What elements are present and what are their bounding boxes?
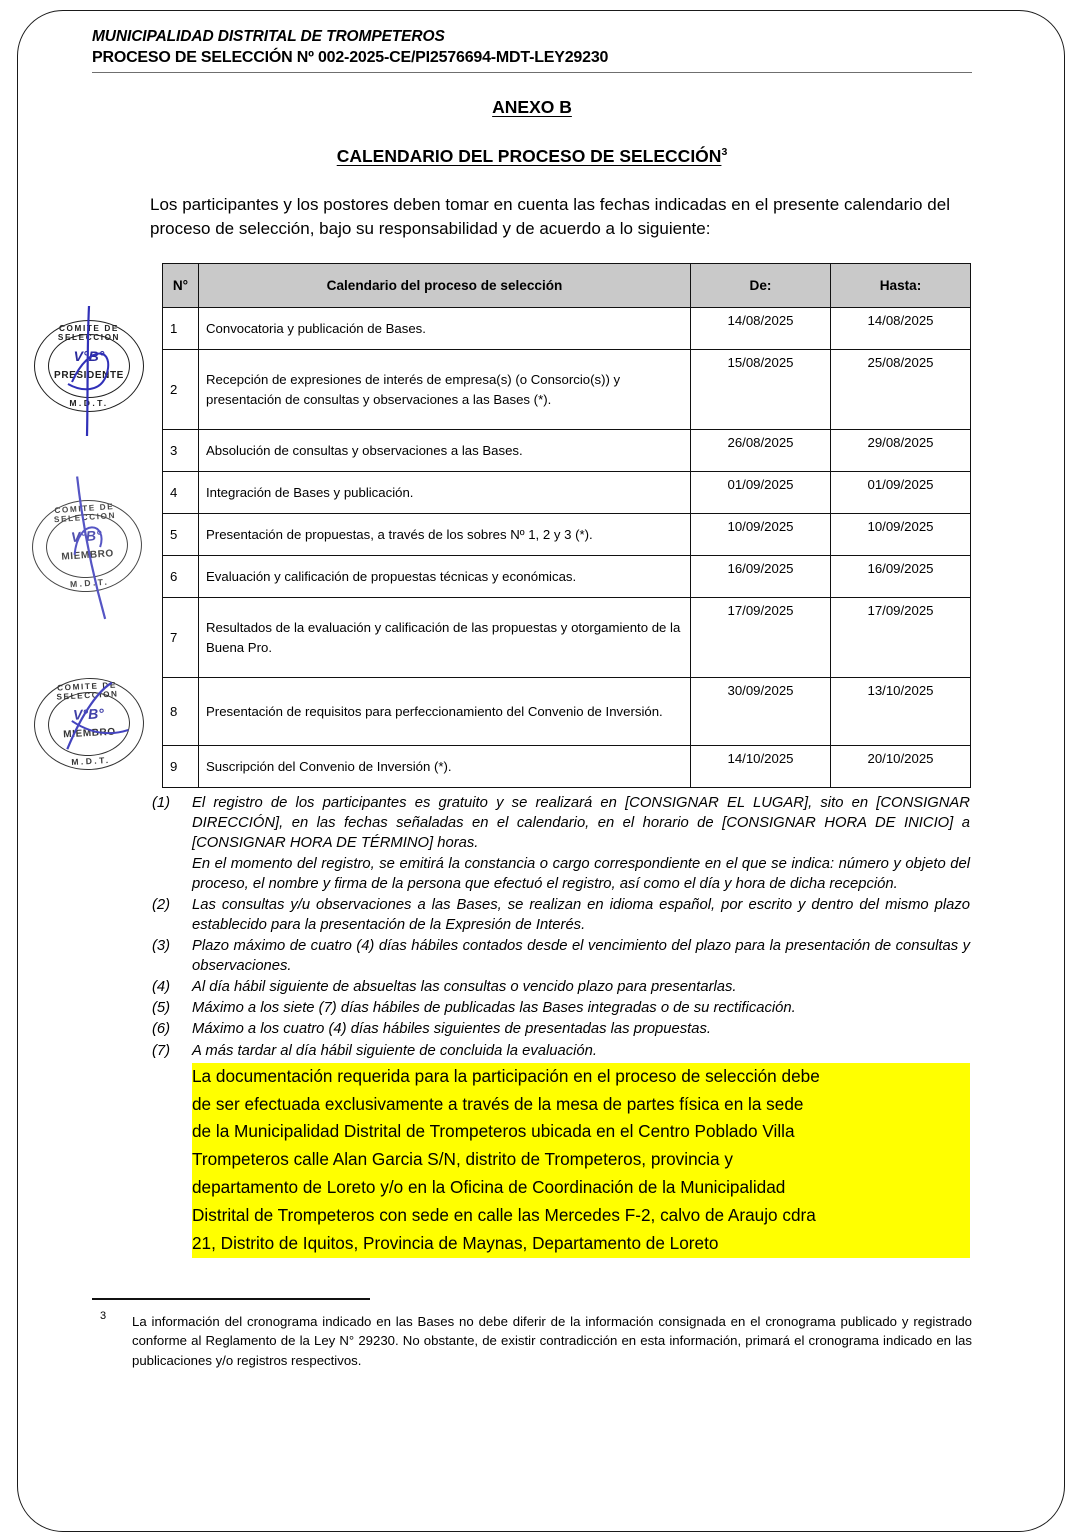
- column-header-until: Hasta:: [831, 264, 971, 308]
- cell-description: Absolución de consultas y observaciones a las Bases.: [199, 430, 691, 472]
- cell-date-from: 15/08/2025: [691, 350, 831, 430]
- seal-bottom-text: M.D.T.: [69, 576, 110, 590]
- footnote: [92, 1309, 972, 1371]
- page-title-footnote-ref: 3: [721, 146, 728, 159]
- footnote-text: La información del cronograma indicado en las Bases no debe diferir de la información consignada en el cronograma publicado y registrado conforme al Reglamento de la Ley N° 29230. No obstante, de existir contradicción en esta información, primará el cronograma indicado en las publicaciones y/o registros respectivos.: [132, 1313, 972, 1369]
- footnote-divider: [92, 1298, 370, 1300]
- cell-number: 3: [163, 430, 199, 472]
- note-item: [152, 895, 970, 935]
- seal-role-text: MIEMBRO: [61, 548, 115, 563]
- cell-number: 7: [163, 598, 199, 678]
- cell-date-from: 30/09/2025: [691, 678, 831, 746]
- cell-date-until: 01/09/2025: [831, 472, 971, 514]
- highlight-line: departamento de Loreto y/o en la Oficina de Coordinación de la Municipalidad: [192, 1174, 970, 1202]
- note-marker: (7): [152, 1042, 171, 1059]
- cell-date-from: 10/09/2025: [691, 514, 831, 556]
- cell-number: 4: [163, 472, 199, 514]
- note-item: [152, 936, 970, 976]
- note-text: Máximo a los siete (7) días hábiles de publicadas las Bases integradas o de su rectificación.: [192, 1000, 796, 1017]
- note-item: [152, 998, 970, 1018]
- cell-date-until: 13/10/2025: [831, 678, 971, 746]
- column-header-from: De:: [691, 264, 831, 308]
- cell-description: Recepción de expresiones de interés de empresa(s) (o Consorcio(s)) y presentación de consultas y observaciones a las Bases (*).: [199, 350, 691, 430]
- note-marker: (5): [152, 1000, 171, 1017]
- cell-number: 8: [163, 678, 199, 746]
- page-title: [92, 146, 972, 167]
- cell-date-until: 20/10/2025: [831, 746, 971, 788]
- highlight-line: de la Municipalidad Distrital de Trompeteros ubicada en el Centro Poblado Villa: [192, 1118, 970, 1146]
- header-process-number: PROCESO DE SELECCIÓN Nº 002-2025-CE/PI2576694-MDT-LEY29230: [92, 49, 609, 66]
- column-header-number: N°: [163, 264, 199, 308]
- footnote-marker: 3: [100, 1309, 107, 1322]
- seal-bottom-text: M.D.T.: [71, 754, 111, 767]
- table-header-row: [163, 264, 971, 308]
- cell-description: Integración de Bases y publicación.: [199, 472, 691, 514]
- cell-date-until: 14/08/2025: [831, 308, 971, 350]
- note-marker: (6): [152, 1021, 171, 1038]
- seal-bottom-text: M.D.T.: [69, 398, 109, 408]
- note-text: Máximo a los cuatro (4) días hábiles siguientes de presentadas las propuestas.: [192, 1021, 711, 1038]
- table-row: [163, 350, 971, 430]
- column-header-description: Calendario del proceso de selección: [199, 264, 691, 308]
- calendar-table-body: [163, 308, 971, 788]
- cell-date-from: 14/10/2025: [691, 746, 831, 788]
- table-row: [163, 678, 971, 746]
- seal-top-text: COMITE DE SELECCION: [53, 502, 117, 525]
- note-text: El registro de los participantes es gratuito y se realizará en [CONSIGNAR EL LUGAR], sito en [CONSIGNAR DIRECCIÓN], en las fechas señaladas en el calendario, en el horario de [CONSIGNAR HORA DE INICIO] a [CONSIGNAR HORA DE TÉRMINO] horas.: [192, 795, 970, 852]
- seal-top-text: COMITE DE SELECCION: [56, 680, 119, 702]
- note-text: A más tardar al día hábil siguiente de concluida la evaluación.: [192, 1042, 597, 1059]
- highlight-line: de ser efectuada exclusivamente a través de la mesa de partes física en la sede: [192, 1091, 970, 1119]
- highlight-line: Distrital de Trompeteros con sede en calle las Mercedes F-2, calvo de Araujo cdra: [192, 1202, 970, 1230]
- cell-date-until: 10/09/2025: [831, 514, 971, 556]
- cell-number: 9: [163, 746, 199, 788]
- table-row: [163, 430, 971, 472]
- table-row: [163, 556, 971, 598]
- cell-date-from: 14/08/2025: [691, 308, 831, 350]
- intro-paragraph: Los participantes y los postores deben tomar en cuenta las fechas indicadas en el presente calendario del proceso de selección, bajo su responsabilidad y de acuerdo a lo siguiente:: [150, 195, 950, 239]
- cell-date-from: 17/09/2025: [691, 598, 831, 678]
- cell-description: Presentación de propuestas, a través de los sobres Nº 1, 2 y 3 (*).: [199, 514, 691, 556]
- cell-date-until: 16/09/2025: [831, 556, 971, 598]
- calendar-table-head: [163, 264, 971, 308]
- header-entity: MUNICIPALIDAD DISTRITAL DE TROMPETEROS: [92, 28, 445, 45]
- cell-date-until: 29/08/2025: [831, 430, 971, 472]
- seal-vb-text: V°B°: [73, 348, 105, 364]
- page-title-text: CALENDARIO DEL PROCESO DE SELECCIÓN: [336, 146, 722, 166]
- highlighted-paragraph: [192, 1063, 970, 1258]
- note-item: [152, 793, 970, 894]
- note-marker: (4): [152, 979, 171, 996]
- cell-date-from: 01/09/2025: [691, 472, 831, 514]
- cell-number: 1: [163, 308, 199, 350]
- header-divider: [92, 72, 972, 73]
- note-item: [152, 977, 970, 997]
- table-row: [163, 746, 971, 788]
- table-row: [163, 598, 971, 678]
- cell-date-until: 17/09/2025: [831, 598, 971, 678]
- seal-vb-text: V°B°: [72, 705, 105, 723]
- cell-number: 5: [163, 514, 199, 556]
- note-text: Plazo máximo de cuatro (4) días hábiles contados desde el vencimiento del plazo para la presentación de consultas y observaciones.: [192, 938, 970, 975]
- cell-description: Suscripción del Convenio de Inversión (*).: [199, 746, 691, 788]
- calendar-table: [162, 263, 971, 788]
- note-marker: (3): [152, 938, 171, 955]
- document-header: [92, 28, 972, 73]
- cell-description: Presentación de requisitos para perfeccionamiento del Convenio de Inversión.: [199, 678, 691, 746]
- annex-title-text: ANEXO B: [492, 97, 572, 117]
- seal-top-text: COMITE DE SELECCION: [57, 324, 121, 342]
- note-marker: (1): [152, 795, 171, 812]
- note-text: Al día hábil siguiente de absueltas las consultas o vencido plazo para presentarlas.: [192, 979, 737, 996]
- notes-list: [152, 793, 970, 1060]
- table-row: [163, 308, 971, 350]
- highlight-line: La documentación requerida para la participación en el proceso de selección debe: [192, 1063, 970, 1091]
- cell-description: Evaluación y calificación de propuestas técnicas y económicas.: [199, 556, 691, 598]
- highlight-line: Trompeteros calle Alan Garcia S/N, distrito de Trompeteros, provincia y: [192, 1146, 970, 1174]
- cell-description: Convocatoria y publicación de Bases.: [199, 308, 691, 350]
- cell-number: 2: [163, 350, 199, 430]
- note-text: En el momento del registro, se emitirá la constancia o cargo correspondiente en el que se indica: número y objeto del proceso, el nombre y firma de la persona que efectuó el registro, así como el día y hora de dicha recepción.: [192, 855, 970, 892]
- cell-description: Resultados de la evaluación y calificación de las propuestas y otorgamiento de la Buena Pro.: [199, 598, 691, 678]
- note-item: [152, 1041, 970, 1061]
- seal-vb-text: V°B°: [70, 526, 103, 546]
- table-row: [163, 514, 971, 556]
- cell-date-from: 26/08/2025: [691, 430, 831, 472]
- seal-role-text: MIEMBRO: [62, 726, 117, 741]
- document-content: [92, 28, 972, 1371]
- cell-date-until: 25/08/2025: [831, 350, 971, 430]
- note-marker: (2): [152, 896, 171, 913]
- cell-date-from: 16/09/2025: [691, 556, 831, 598]
- seal-role-text: PRESIDENTE: [54, 370, 124, 381]
- annex-title: [92, 97, 972, 118]
- highlight-line: 21, Distrito de Iquitos, Provincia de Maynas, Departamento de Loreto: [192, 1230, 970, 1258]
- table-row: [163, 472, 971, 514]
- note-text: Las consultas y/u observaciones a las Bases, se realizan en idioma español, por escrito y dentro del mismo plazo establecido para la presentación de la Expresión de Interés.: [192, 896, 970, 933]
- note-item: [152, 1019, 970, 1039]
- cell-number: 6: [163, 556, 199, 598]
